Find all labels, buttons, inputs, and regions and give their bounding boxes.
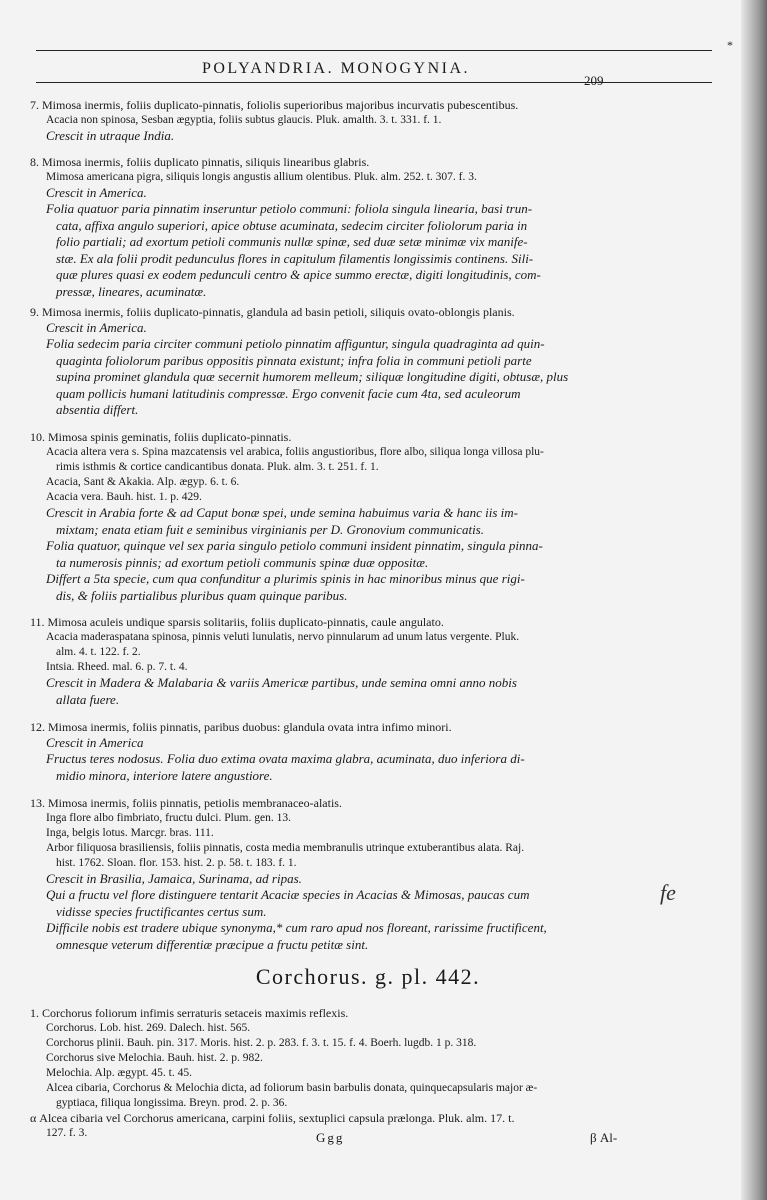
description-line: absentia differt. <box>56 402 139 417</box>
corchorus-entries <box>30 1006 706 1141</box>
description-line: stæ. Ex ala folii prodit pedunculus flores in capitulum filamentis longissimis continens. Sili- <box>56 250 534 266</box>
synonym-line: Corchorus sive Melochia. Bauh. hist. 2. p. 982. <box>46 1052 263 1064</box>
species-diagnosis: 7. Mimosa inermis, foliis duplicato-pinnatis, foliolis superioribus majoribus incurvatis pubescentibus. <box>30 98 519 112</box>
species-diagnosis: 11. Mimosa aculeis undique sparsis solitariis, foliis duplicato-pinnatis, caule angulato. <box>30 615 444 629</box>
synonym-line: 127. f. 3. <box>46 1127 88 1139</box>
synonym-line: Inga, belgis lotus. Marcgr. bras. 111. <box>46 827 214 839</box>
synonym-line: Mimosa americana pigra, siliquis longis angustis allium olentibus. Pluk. alm. 252. t. 307. f. 3. <box>46 171 477 183</box>
habitat-line: Crescit in America. <box>46 185 147 200</box>
description-line: quæ plures quasi ex eodem pedunculi centro & apice summo erectæ, digiti longitudinis, com- <box>56 267 541 282</box>
synonym-line: Arbor filiquosa brasiliensis, foliis pinnatis, costa media membranulis utrinque extuberantibus alata. Raj. <box>46 842 525 854</box>
header-rule-top <box>36 50 712 51</box>
description-line: Differt a 5ta specie, cum qua confunditur a plurimis spinis in hac minoribus minus que rigi- <box>46 571 525 586</box>
synonym-line: alm. 4. t. 122. f. 2. <box>56 646 141 658</box>
synonym-line: Inga flore albo fimbriato, fructu dulci. Plum. gen. 13. <box>46 812 291 824</box>
species-diagnosis: 8. Mimosa inermis, foliis duplicato pinnatis, siliquis linearibus glabris. <box>30 155 370 169</box>
description-line: quam pollicis humani latitudinis compressæ. Ergo convenit facie cum 4ta, sed aculeorum <box>56 385 521 401</box>
margin-note: fe <box>660 880 676 905</box>
species-diagnosis: 10. Mimosa spinis geminatis, foliis duplicato-pinnatis. <box>30 430 292 444</box>
description-line: Crescit in Madera & Malabaria & variis Americæ partibus, unde semina omni anno nobis <box>46 675 517 690</box>
synonym-line: Acacia, Sant & Akakia. Alp. ægyp. 6. t. 6. <box>46 476 240 488</box>
species-diagnosis: 12. Mimosa inermis, foliis pinnatis, paribus duobus: glandula ovata intra infimo minori. <box>30 720 452 734</box>
synonym-line: Corchorus. Lob. hist. 269. Dalech. hist. 565. <box>46 1022 251 1034</box>
description-line: dis, & foliis partialibus pluribus quam quinque paribus. <box>56 587 348 603</box>
description-line: mixtam; enata etiam fuit e seminibus virginianis per D. Gronovium communicatis. <box>56 521 484 537</box>
species-diagnosis: 13. Mimosa inermis, foliis pinnatis, petiolis membranaceo-alatis. <box>30 796 342 810</box>
species-entry <box>30 796 706 953</box>
description-line: pressæ, lineares, acuminatæ. <box>56 283 207 299</box>
description-line: Fructus teres nodosus. Folia duo extima ovata maxima glabra, acuminata, duo inferiora di- <box>46 751 525 766</box>
description-line: Folia sedecim paria circiter communi petiolo pinnatim affiguntur, singula quadraginta ad quin- <box>46 336 545 351</box>
description-line: Qui a fructu vel flore distinguere tentarit Acaciæ species in Acacias & Mimosas, paucas cum <box>46 887 530 902</box>
description-line: midio minora, interiore latere angustiore. <box>56 767 273 783</box>
synonym-line: Acacia maderaspatana spinosa, pinnis veluti lunulatis, nervo pinnularum ad unum latus vergente. Pluk. <box>46 631 520 643</box>
synonym-line: gyptiaca, filiqua longissima. Breyn. prod. 2. p. 36. <box>56 1097 288 1109</box>
genus-heading: Corchorus. g. pl. 442. <box>255 964 481 989</box>
description-line: folio partiali; ad exortum petioli communis nullæ spinæ, sed duæ setæ minimæ vix manife- <box>56 234 528 249</box>
description-line: Folia quatuor, quinque vel sex paria singulo petiolo communi insident pinnatim, singula pinna- <box>46 538 543 553</box>
synonym-line: Acacia altera vera s. Spina mazcatensis vel arabica, foliis angustioribus, flore albo, siliqua longa villosa plu- <box>46 446 544 458</box>
page-edge-shadow <box>741 0 767 1200</box>
description-line: vidisse species fructificantes certus sum. <box>56 903 267 919</box>
species-diagnosis: 9. Mimosa inermis, foliis duplicato-pinnatis, glandula ad basin petioli, siliquis ovato-oblongis planis. <box>30 305 515 319</box>
species-diagnosis: 1. Corchorus foliorum infimis serraturis setaceis maximis reflexis. <box>30 1006 349 1020</box>
description-line: Difficile nobis est tradere ubique synonyma,* cum raro apud nos floreant, rarissime fructificent, <box>46 920 547 935</box>
description-line: supina prominet glandula quæ secernit humorem melleum; siliquæ longitudine digiti, obtusæ, plus <box>56 369 569 384</box>
species-entry <box>30 720 706 784</box>
species-entry <box>30 305 706 419</box>
synonym-line: Intsia. Rheed. mal. 6. p. 7. t. 4. <box>46 661 188 673</box>
description-line: quaginta foliolorum paribus oppositis pinnata existunt; infra folia in communi petioli parte <box>56 352 532 368</box>
running-header: POLYANDRIA. MONOGYNIA. <box>201 60 471 77</box>
description-line: allata fuere. <box>56 691 120 707</box>
synonym-line: Acacia vera. Bauh. hist. 1. p. 429. <box>46 491 202 503</box>
header-rule-bottom <box>36 82 712 83</box>
description-line: omnesque veterum differentiæ præcipue a fructu petitæ sint. <box>56 936 369 952</box>
species-diagnosis: α Alcea cibaria vel Corchorus americana, carpini foliis, sextuplici capsula prælonga. Pluk. alm. 17. t. <box>30 1111 515 1125</box>
species-entry <box>30 98 706 144</box>
synonym-line: Alcea cibaria, Corchorus & Melochia dicta, ad foliorum basin barbulis donata, quinquecapsularis major æ- <box>46 1082 538 1094</box>
species-entry <box>30 155 706 300</box>
habitat-line: Crescit in Brasilia, Jamaica, Surinama, ad ripas. <box>46 871 302 886</box>
synonym-line: hist. 1762. Sloan. flor. 153. hist. 2. p. 58. t. 183. f. 1. <box>56 857 297 869</box>
habitat-line: Crescit in America <box>46 735 144 750</box>
description-line: Folia quatuor paria pinnatim inseruntur petiolo communi: foliola singula linearia, basi trun- <box>46 201 533 216</box>
synonym-line: Acacia non spinosa, Sesban ægyptia, foliis subtus glaucis. Pluk. amalth. 3. t. 331. f. 1. <box>46 114 442 126</box>
synonym-line: rimis isthmis & cortice candicantibus donata. Pluk. alm. 3. t. 251. f. 1. <box>56 461 379 473</box>
synonym-line: Melochia. Alp. ægypt. 45. t. 45. <box>46 1067 192 1079</box>
habitat-line: Crescit in utraque India. <box>46 128 175 143</box>
page-number: 209 <box>584 73 604 88</box>
signature-mark: Ggg <box>316 1130 345 1145</box>
species-entry <box>30 615 706 708</box>
description-line: Crescit in Arabia forte & ad Caput bonæ spei, unde semina habuimus varia & hanc iis im- <box>46 505 518 520</box>
description-line: ta numerosis pinnis; ad exortum petioli communis spinæ duæ oppositæ. <box>56 554 429 570</box>
habitat-line: Crescit in America. <box>46 320 147 335</box>
species-entry <box>30 430 706 604</box>
description-line: cata, affixa angulo superiori, apice obtuse acuminata, sedecim circiter foliolorum paria in <box>56 217 528 233</box>
synonym-line: Corchorus plinii. Bauh. pin. 317. Moris. hist. 2. p. 283. f. 3. t. 15. f. 4. Boerh. lugdb. 1 p. 318. <box>46 1037 477 1049</box>
catchword: β Al- <box>590 1130 618 1145</box>
corner-mark: * <box>727 38 733 52</box>
